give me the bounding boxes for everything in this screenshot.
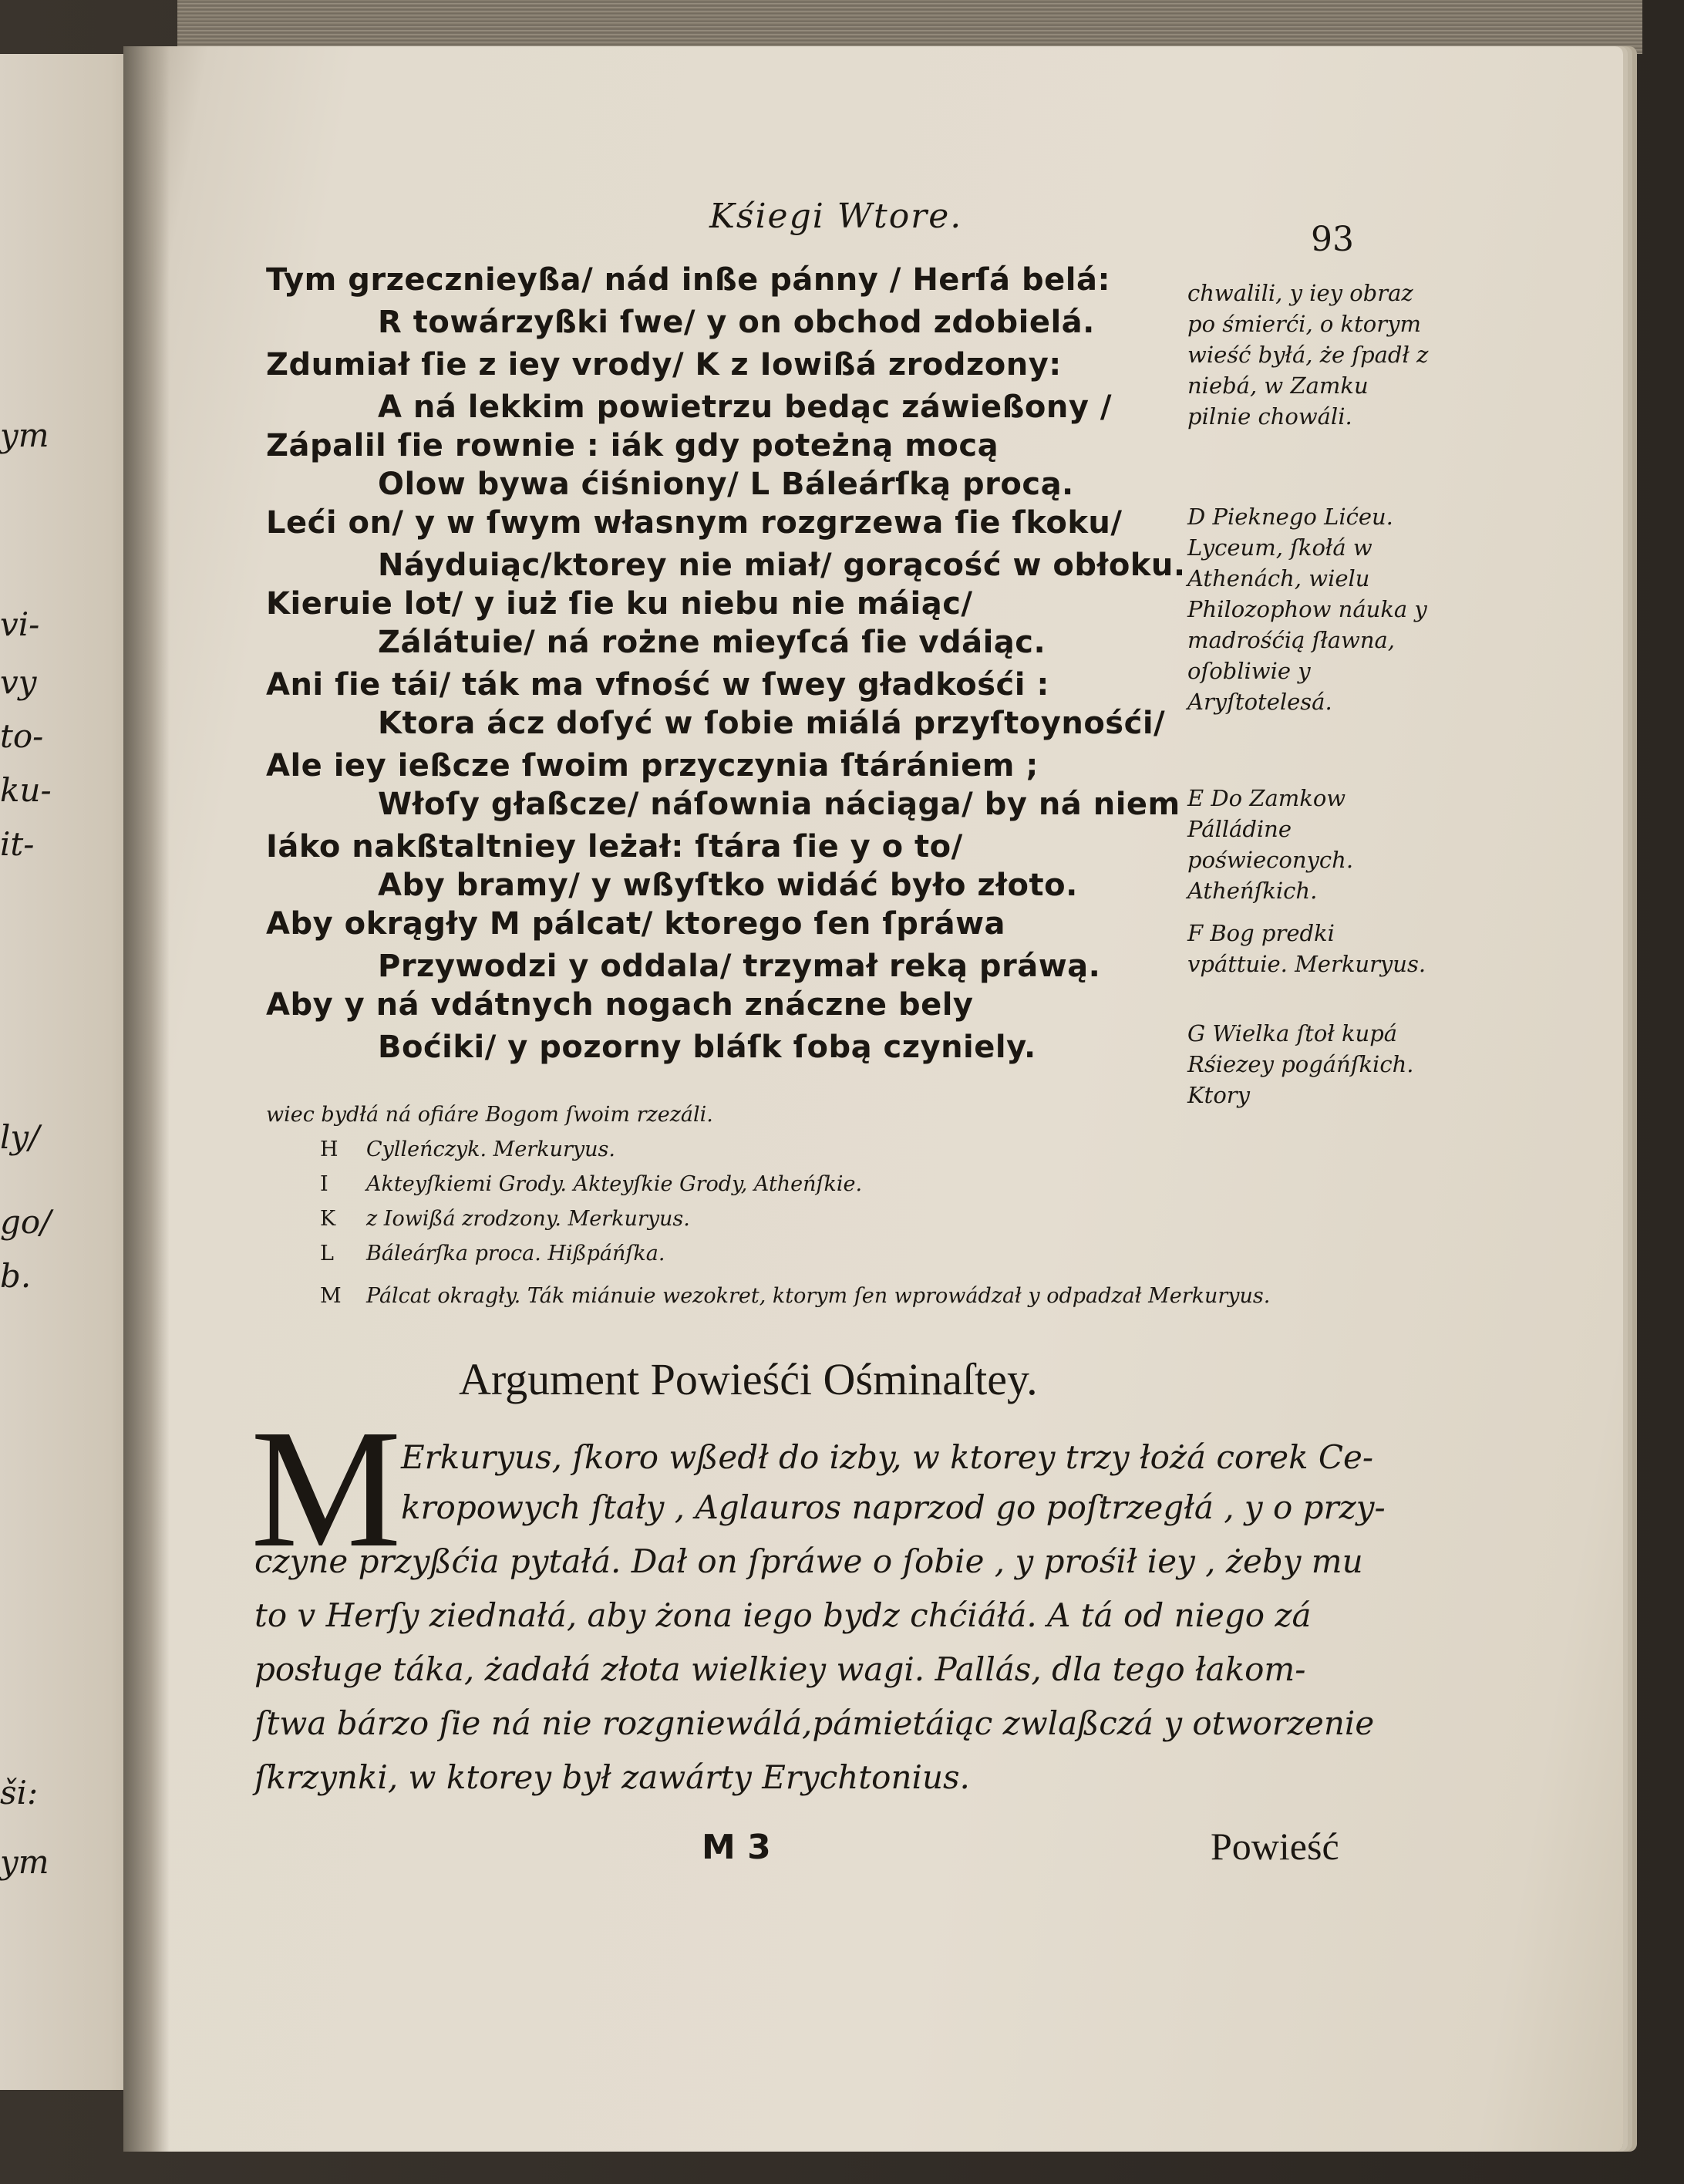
verse-line: Ale iey ießcze ſwoim przyczynia ſtárániem ; — [266, 748, 1039, 784]
argument-line: czyne przyßćia pytałá. Dał on ſpráwe o ſobie , y prośił iey , żeby mu — [254, 1542, 1363, 1580]
prev-fragment: ym — [0, 1843, 49, 1881]
footnote — [320, 1138, 615, 1161]
running-title: Kśiegi Wtore. — [709, 197, 963, 236]
argument-line: ſtwa bárzo ſie ná nie rozgniewálá,pámietáiąc zwlaßczá y otworzenie — [254, 1704, 1375, 1742]
marginal-note: D Pieknego Lićeu. Lyceum, ſkołá w Athenách, wielu Philozophow náuka y madrośćią ſławna, oſobliwie y Aryſtotelesá. — [1187, 504, 1427, 715]
verse-line: Leći on/ y w ſwym własnym rozgrzewa ſie ſkoku/ — [266, 505, 1123, 541]
verse-line: Kieruie lot/ y iuż ſie ku niebu nie máiąc/ — [266, 586, 973, 622]
verse-line: Boćiki/ y pozorny bláſk ſobą czyniely. — [378, 1030, 1036, 1065]
verse-line: A ná lekkim powietrzu bedąc záwießony / — [378, 389, 1112, 425]
verse-line: Ani ſie tái/ ták ma vfność w ſwey gładkośći : — [266, 667, 1049, 703]
verse-line: Przywodzi y oddala/ trzymał reką práwą. — [378, 949, 1101, 984]
drop-capital: M — [251, 1394, 402, 1582]
footnote — [320, 1207, 690, 1231]
footnote-key: M — [320, 1284, 342, 1308]
argument-line: kropowych ſtały , Aglauros naprzod go poſtrzegłá , y o przy- — [401, 1488, 1386, 1526]
marginal-note: F Bog predki vpáttuie. Merkuryus. — [1187, 920, 1426, 977]
footnote-text: Akteyſkiemi Grody. Akteyſkie Grody, Atheńſkie. — [366, 1172, 863, 1196]
page-number: 93 — [1311, 220, 1354, 259]
argument-line: to v Herſy ziednałá, aby żona iego bydz chćiáłá. A tá od niego zá — [254, 1596, 1312, 1634]
prev-fragment: ku- — [0, 771, 52, 809]
verse-line: Zdumiał ſie z iey vrody/ K z Iowißá zrodzony: — [266, 347, 1062, 383]
prev-fragment: b. — [0, 1257, 32, 1295]
prev-fragment: ly/ — [0, 1118, 40, 1156]
argument-line: Erkuryus, ſkoro wßedł do izby, w ktorey trzy łożá corek Ce- — [401, 1438, 1374, 1476]
verse-line: Aby bramy/ y wßyſtko widáć było złoto. — [378, 868, 1078, 903]
prev-fragment: vi- — [0, 605, 40, 643]
marginal-note: chwalili, y iey obraz po śmierći, o ktorym wieść byłá, że ſpadł z niebá, w Zamku pilnie chowáli. — [1187, 280, 1429, 430]
footnote-text: Pálcat okragły. Ták miánuie wezokret, ktorym ſen wprowádzał y odpadzał Merkuryus. — [366, 1284, 1271, 1308]
prev-fragment: go/ — [0, 1203, 52, 1241]
argument-line: ſkrzynki, w ktorey był zawárty Erychtonius. — [254, 1758, 970, 1796]
footnote — [320, 1284, 1270, 1308]
marginal-note: G Wielka ſtoł kupá Rśiezey pogáńſkich. Ktory — [1187, 1020, 1414, 1108]
footnote — [320, 1172, 862, 1196]
prev-fragment: to- — [0, 717, 44, 755]
verse-line: Zápalil ſie rownie : iák gdy poteżną mocą — [266, 428, 999, 463]
marginal-note: E Do Zamkow Pálládine poświeconych. Atheńſkich. — [1187, 785, 1354, 904]
footnote-key: H — [320, 1138, 338, 1161]
verse-line: R towárzyßki ſwe/ y on obchod zdobielá. — [378, 305, 1095, 340]
verse-line: Ktora ácz doſyć w ſobie miálá przyſtoynośći/ — [378, 706, 1166, 741]
verse-line: Zálátuie/ ná rożne mieyſcá ſie vdáiąc. — [378, 625, 1046, 660]
verse-line: Iáko nakßtaltniey leżał: ſtára ſie y o to/ — [266, 829, 963, 865]
argument-line: posługe táka, żadałá złota wielkiey wagi. Pallás, dla tego łakom- — [254, 1650, 1306, 1688]
argument-title: Argument Powieśći Ośminaſtey. — [459, 1354, 1038, 1404]
prev-fragment: vy — [0, 663, 37, 701]
footnote-text: Báleárſka proca. Hißpáńſka. — [366, 1242, 665, 1266]
footnote-text: Cylleńczyk. Merkuryus. — [366, 1138, 615, 1161]
footnote-key: L — [320, 1242, 334, 1266]
footnote-key: I — [320, 1172, 328, 1196]
verse-line: Aby okrągły M pálcat/ ktorego ſen ſpráwa — [266, 906, 1006, 942]
catchword: Powieść — [1211, 1825, 1339, 1868]
verse-line: Náyduiąc/ktorey nie miał/ gorącość w obłoku. — [378, 548, 1186, 583]
book-gutter — [123, 46, 170, 2152]
prev-fragment: ši: — [0, 1774, 39, 1812]
verse-line: Tym grzecznieyßa/ nád inße pánny / Herſá belá: — [266, 262, 1110, 298]
verse-line: Włoſy głaßcze/ náſownia náciąga/ by ná niem — [378, 787, 1180, 822]
prev-fragment: it- — [0, 825, 35, 863]
signature-mark: M 3 — [702, 1828, 771, 1867]
verse-line: Olow bywa ćiśniony/ L Báleárſką procą. — [378, 467, 1074, 502]
footnote-key: K — [320, 1207, 336, 1231]
footnote-text: z Iowißá zrodzony. Merkuryus. — [366, 1207, 690, 1231]
footnote-lead: wiec bydłá ná ofiáre Bogom ſwoim rzezáli. — [266, 1103, 713, 1127]
footnote — [320, 1242, 665, 1266]
verse-line: Aby y ná vdátnych nogach znáczne bely — [266, 987, 974, 1023]
prev-fragment: ym — [0, 416, 49, 454]
